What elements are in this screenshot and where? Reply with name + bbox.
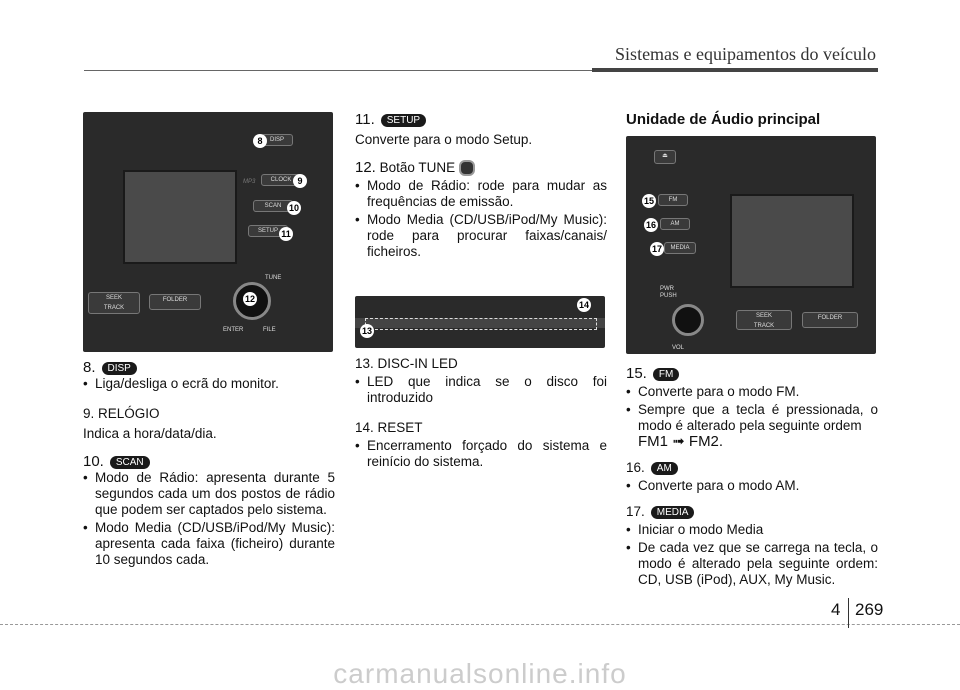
display-screen <box>123 170 237 264</box>
media-badge: MEDIA <box>651 506 695 519</box>
item-14-title: 14. RESET <box>355 420 423 436</box>
audio-display <box>730 194 854 288</box>
page-number: 269 <box>855 600 884 619</box>
item-17-bullet-1: • Iniciar o modo Media <box>626 522 878 538</box>
fm-badge: FM <box>653 368 679 381</box>
item-10-bullet-2: • Modo Media (CD/USB/iPod/My Music): apresenta cada faixa (ficheiro) durante 10 segundos cada. <box>83 520 335 568</box>
header-rule-bold <box>592 68 878 72</box>
am-badge: AM <box>651 462 678 475</box>
disp-button: DISP <box>261 134 293 146</box>
am-button: AM <box>660 218 690 230</box>
fm-order: FM1 ➟ FM2. <box>638 433 724 450</box>
folder-button-main: FOLDER <box>802 312 858 328</box>
section-title: Unidade de Áudio principal <box>626 111 821 128</box>
control-panel-photo <box>83 112 333 352</box>
callout-9: 9 <box>293 174 307 188</box>
item-11-text: Converte para o modo Setup. <box>355 132 533 147</box>
vol-label: VOL <box>672 345 685 351</box>
seek-track-button-main: SEEK TRACK <box>736 310 792 330</box>
column-1 <box>83 112 335 570</box>
item-15-heading: 15. FM <box>626 366 878 382</box>
eject-button: ⏏ <box>654 150 676 164</box>
enter-label: ENTER <box>223 327 244 333</box>
item-9-title: 9. RELÓGIO <box>83 406 160 421</box>
callout-14: 14 <box>578 300 589 311</box>
running-header: Sistemas e equipamentos do veículo <box>615 44 876 64</box>
item-15-bullet-2: • Sempre que a tecla é pressionada, o modo é alterado pela seguinte ordem FM1 ➟ FM2. <box>626 402 878 450</box>
footer-rule <box>0 624 960 626</box>
page-number-divider <box>848 598 849 628</box>
mp3-label: MP3 <box>243 179 256 185</box>
disc-slot-photo <box>355 296 605 348</box>
fm-button: FM <box>658 194 688 206</box>
item-14-bullet-1: • Encerramento forçado do sistema e reinício do sistema. <box>355 438 607 470</box>
media-button: MEDIA <box>664 242 696 254</box>
item-9-text: Indica a hora/data/dia. <box>83 426 217 441</box>
callout-8: 8 <box>253 134 267 148</box>
tune-knob-icon <box>459 160 475 176</box>
clock-button: CLOCK <box>261 174 301 186</box>
main-audio-photo <box>626 136 876 354</box>
section-number: 4 <box>831 600 841 619</box>
scan-badge: SCAN <box>110 456 150 469</box>
callout-16: 16 <box>645 220 656 230</box>
item-16-heading: 16. AM <box>626 460 878 476</box>
item-17-heading: 17. MEDIA <box>626 504 878 520</box>
file-label: FILE <box>263 327 276 333</box>
item-15-bullet-1: • Converte para o modo FM. <box>626 384 878 400</box>
item-8-text: • Liga/desliga o ecrã do monitor. <box>83 376 335 392</box>
item-8-heading: 8. DISP <box>83 360 335 376</box>
seek-track-button: SEEK TRACK <box>88 292 140 314</box>
disp-badge: DISP <box>102 362 137 375</box>
volume-knob <box>672 304 704 336</box>
callout-10: 10 <box>288 203 299 213</box>
callout-12: 12 <box>244 294 255 304</box>
item-16-bullet-1: • Converte para o modo AM. <box>626 478 878 494</box>
callout-13: 13 <box>361 326 372 337</box>
scan-button: SCAN <box>253 200 293 212</box>
column-3 <box>626 112 878 590</box>
item-12-bullet-1: • Modo de Rádio: rode para mudar as frequências de emissão. <box>355 178 607 210</box>
column-2 <box>355 112 607 472</box>
disc-in-led-outline <box>365 318 597 330</box>
item-12-bullet-2: • Modo Media (CD/USB/iPod/My Music): rode para procurar faixas/canais/ ficheiros. <box>355 212 607 260</box>
watermark: carmanualsonline.info <box>333 658 627 689</box>
callout-17: 17 <box>651 244 662 254</box>
setup-badge: SETUP <box>381 114 426 127</box>
item-11-heading: 11. SETUP <box>355 112 607 128</box>
pwr-push-label: PWR PUSH <box>660 286 677 299</box>
setup-button: SETUP <box>248 225 288 237</box>
folder-button: FOLDER <box>149 294 201 310</box>
item-10-bullet-1: • Modo de Rádio: apresenta durante 5 segundos cada um dos postos de rádio que podem ser captados pelo sistema. <box>83 470 335 518</box>
callout-11: 11 <box>279 227 293 241</box>
item-12-heading: 12. Botão TUNE <box>355 160 607 176</box>
item-13-bullet-1: • LED que indica se o disco foi introduzido <box>355 374 607 406</box>
tune-label: TUNE <box>265 275 282 281</box>
item-13-title: 13. DISC-IN LED <box>355 356 458 372</box>
item-10-heading: 10. SCAN <box>83 454 335 470</box>
callout-15: 15 <box>643 196 654 206</box>
item-17-bullet-2: • De cada vez que se carrega na tecla, o modo é alterado pela seguinte ordem: CD, USB (iPod), AUX, My Music. <box>626 540 878 588</box>
